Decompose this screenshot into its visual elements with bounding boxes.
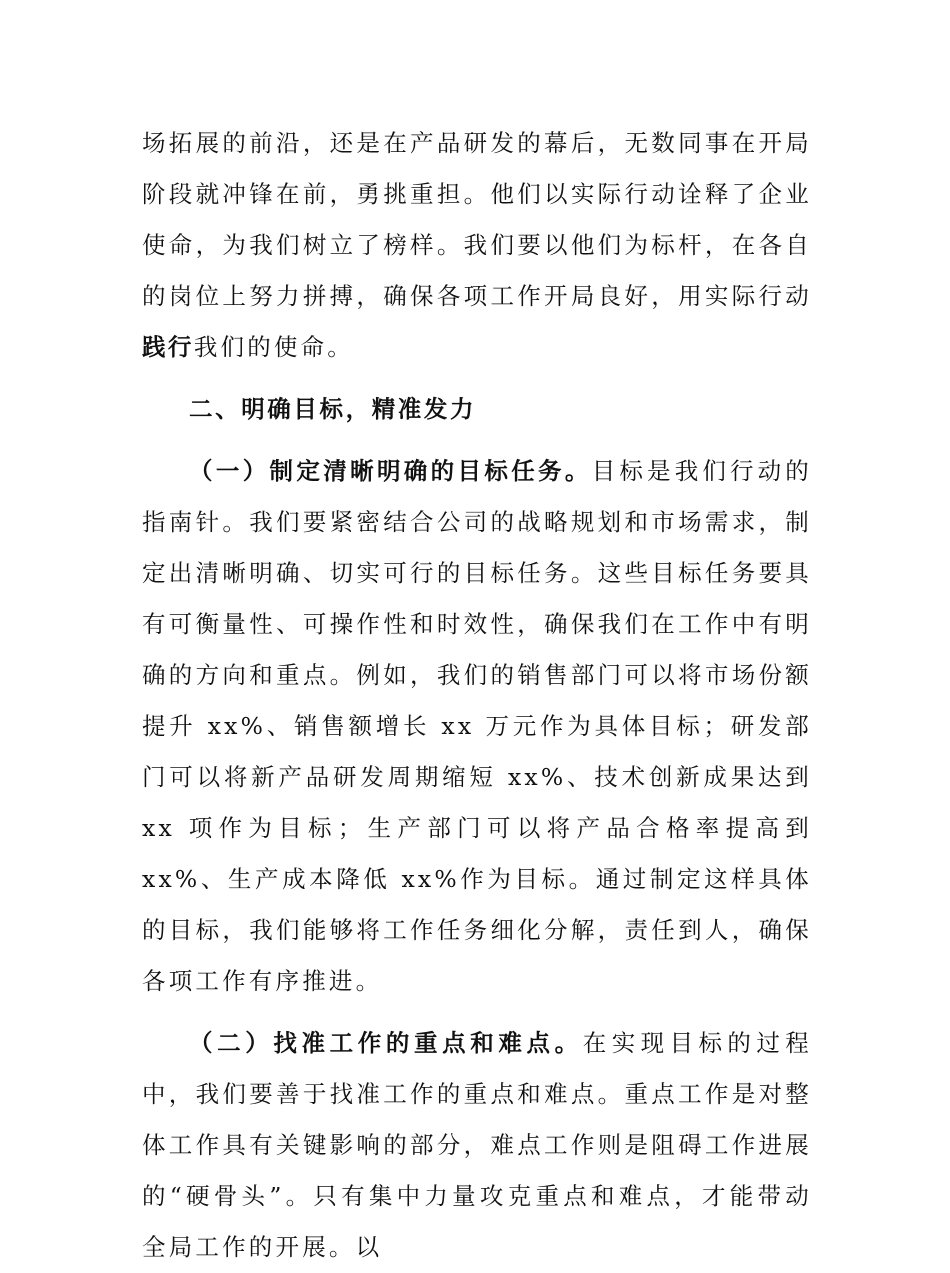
paragraph-mission-ending: 我们的使命。 bbox=[193, 333, 355, 361]
spacer bbox=[142, 373, 812, 384]
section-heading: 二、明确目标，精准发力 bbox=[189, 395, 477, 423]
paragraph-priorities-text: 在实现目标的过程中，我们要善于找准工作的重点和难点。重点工作是对整体工作具有关键影响的部分，难点工作则是阻碍工作进展的“硬骨头”。只有集中力量攻克重点和难点，才能带动全局工作的开展。以 bbox=[142, 1029, 812, 1261]
emphasis-practice: 践行 bbox=[142, 333, 194, 361]
paragraph-mission bbox=[142, 118, 812, 373]
document-body bbox=[142, 118, 812, 1273]
spacer bbox=[142, 1007, 812, 1018]
paragraph-priorities bbox=[142, 1018, 812, 1273]
subheading-priorities: （二）找准工作的重点和难点。 bbox=[189, 1029, 583, 1057]
paragraph-mission-text: 场拓展的前沿，还是在产品研发的幕后，无数同事在开局阶段就冲锋在前，勇挑重担。他们以实际行动诠释了企业使命，为我们树立了榜样。我们要以他们为标杆，在各自的岗位上努力拼搏，确保各项工作开局良好，用实际行动 bbox=[142, 129, 812, 310]
spacer bbox=[142, 435, 812, 446]
subheading-targets: （一）制定清晰明确的目标任务。 bbox=[189, 457, 592, 485]
paragraph-targets bbox=[142, 446, 812, 1007]
paragraph-targets-text: 目标是我们行动的指南针。我们要紧密结合公司的战略规划和市场需求，制定出清晰明确、切实可行的目标任务。这些目标任务要具有可衡量性、可操作性和时效性，确保我们在工作中有明确的方向和重点。例如，我们的销售部门可以将市场份额提升 xx%、销售额增长 xx 万元作为具体目标；研发部门可以将新产品研发周期缩短 xx%、技术创新成果达到 xx 项作为目标；生产部门可以将产品合格率提高到 xx%、生产成本降低 xx%作为目标。通过制定这样具体的目标，我们能够将工作任务细化分解，责任到人，确保各项工作有序推进。 bbox=[142, 457, 812, 995]
